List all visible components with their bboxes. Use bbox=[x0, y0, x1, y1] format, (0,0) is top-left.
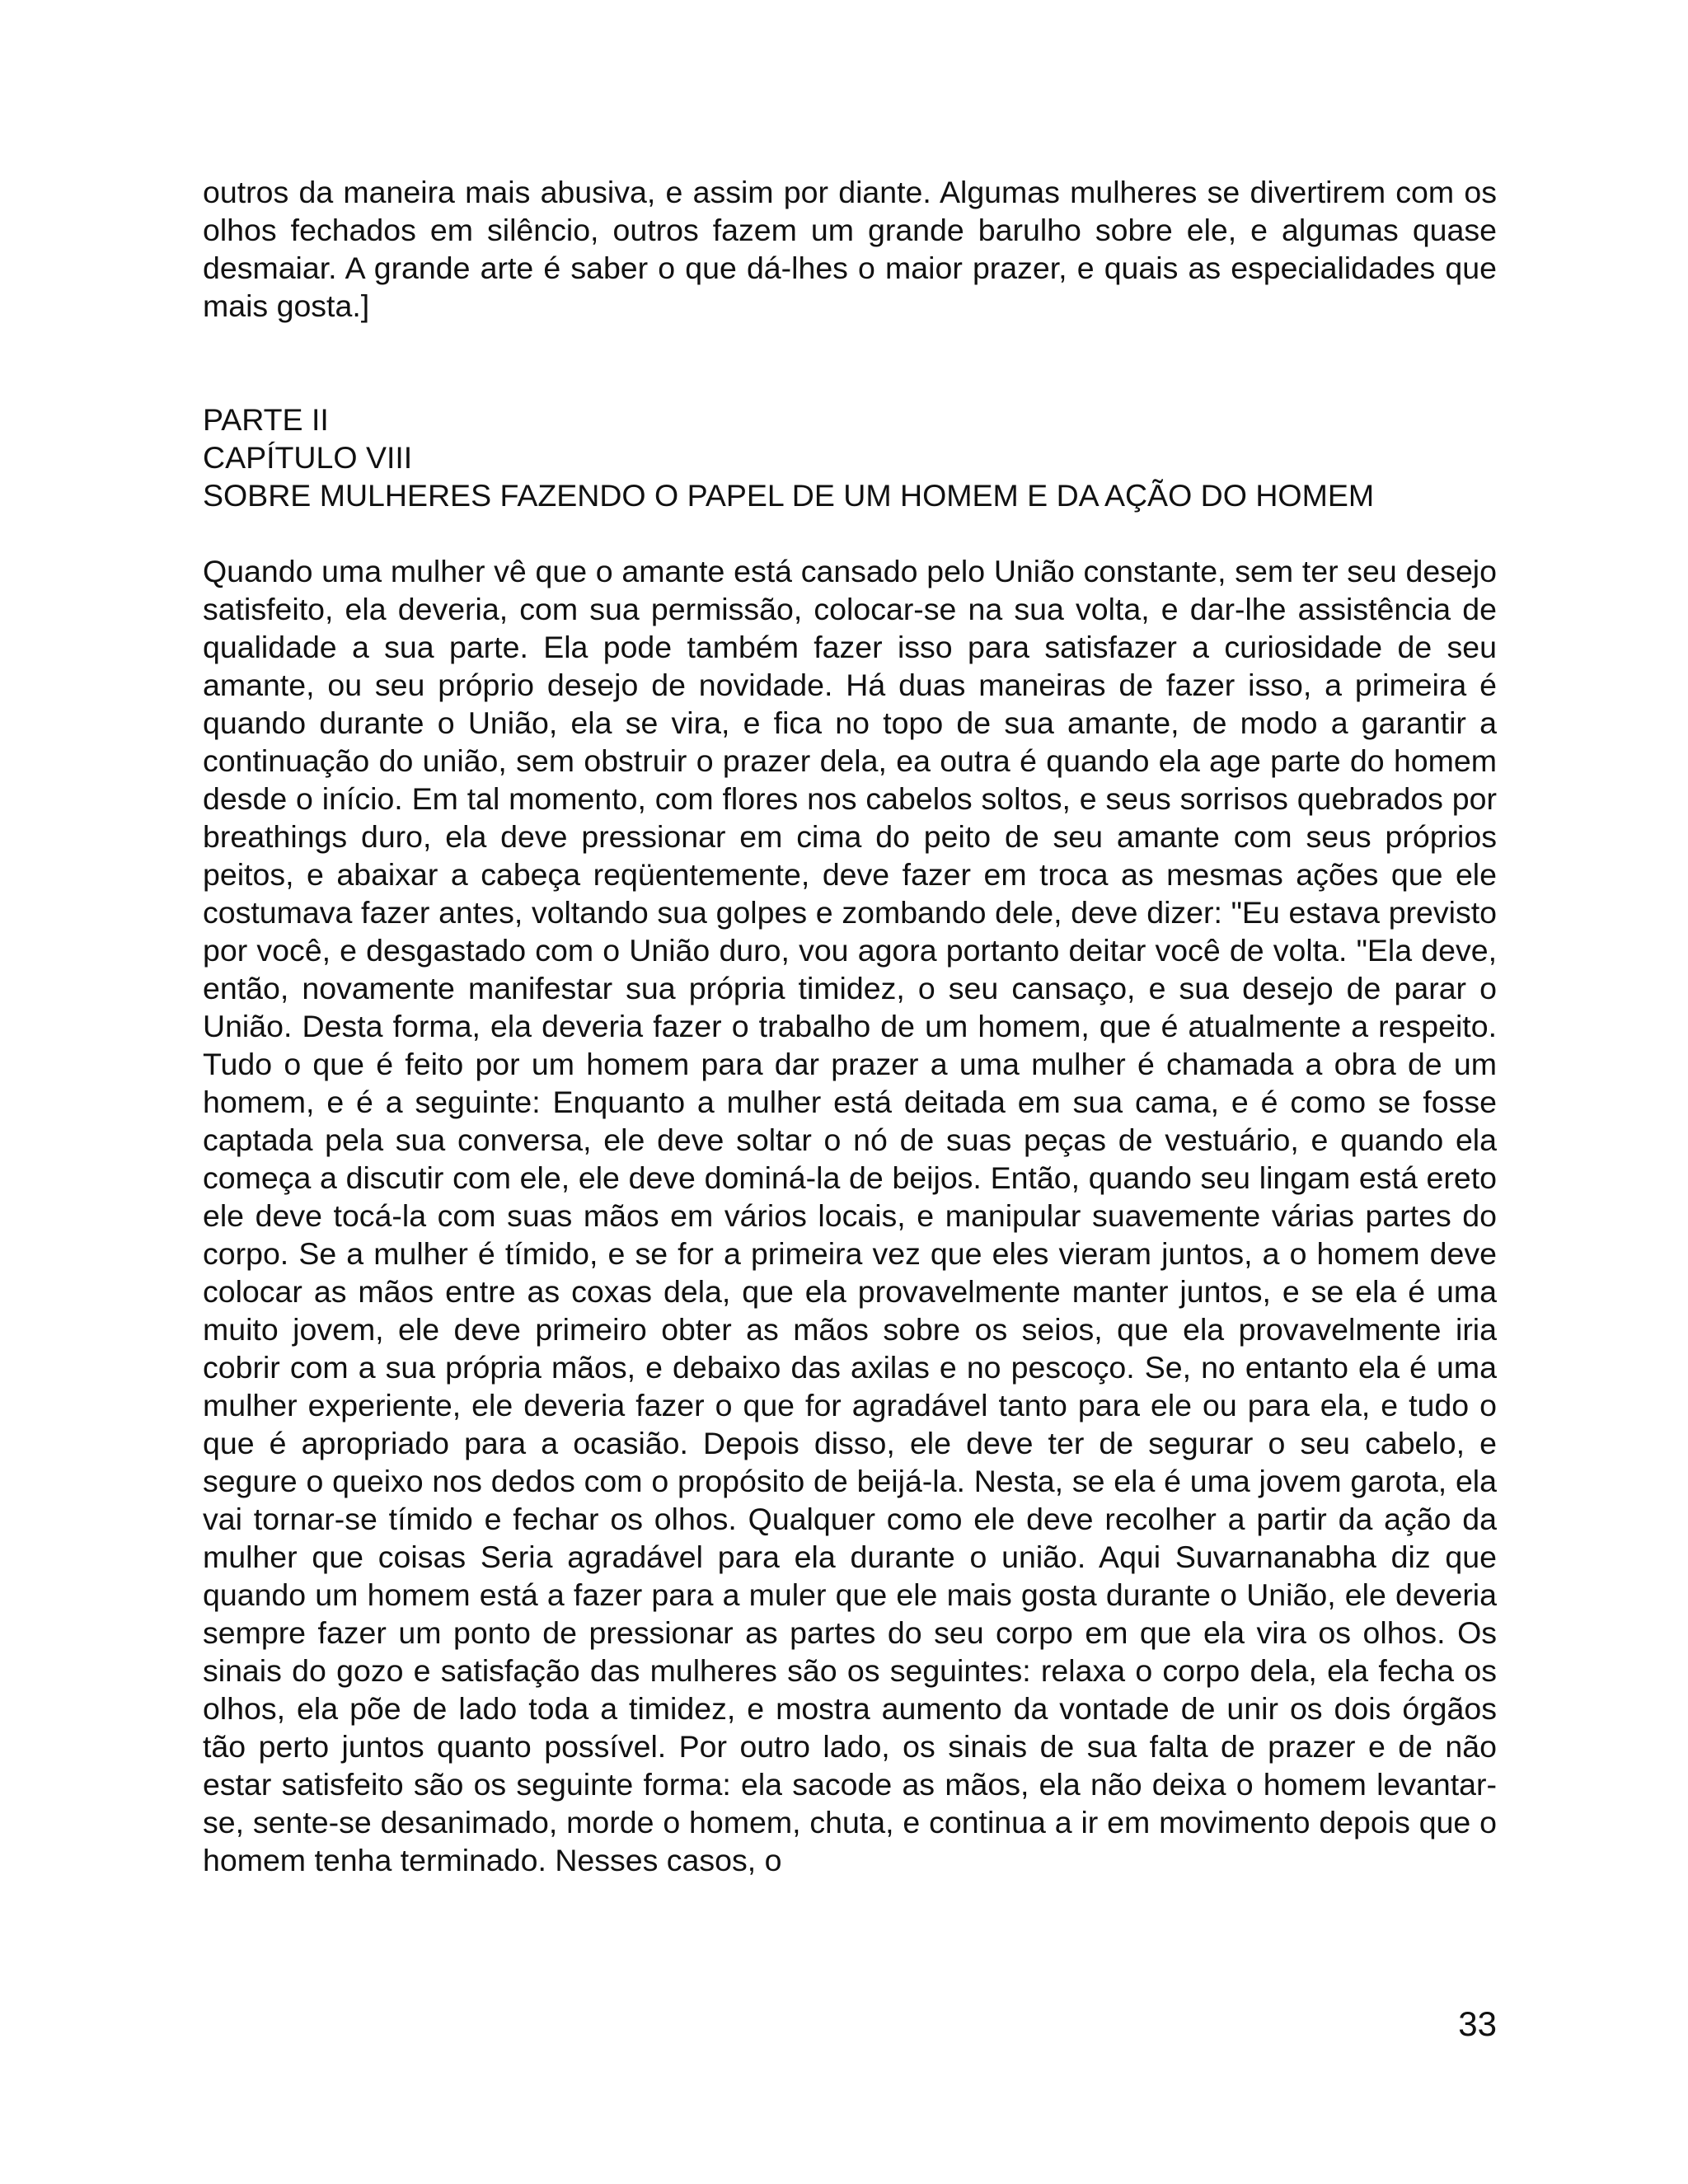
heading-spacer bbox=[203, 514, 1497, 552]
chapter-heading: CAPÍTULO VIII bbox=[203, 440, 413, 475]
section-spacer bbox=[203, 325, 1497, 401]
page-number: 33 bbox=[1458, 2004, 1497, 2043]
intro-paragraph: outros da maneira mais abusiva, e assim por diante. Algumas mulheres se divertirem com os olhos fechados em silêncio, outros fazem um grande barulho sobre ele, e algumas quase desmaiar. A grande arte é saber o que dá-lhes o maior prazer, e quais as especialidades que mais gosta.] bbox=[203, 175, 1497, 323]
chapter-title: SOBRE MULHERES FAZENDO O PAPEL DE UM HOMEM E DA AÇÃO DO HOMEM bbox=[203, 478, 1375, 513]
document-page bbox=[203, 173, 1497, 1879]
part-heading: PARTE II bbox=[203, 402, 329, 437]
body-paragraph: Quando uma mulher vê que o amante está cansado pelo União constante, sem ter seu desejo satisfeito, ela deveria, com sua permissão, colocar-se na sua volta, e dar-lhe assistência de qualidade a sua parte. Ela pode também fazer isso para satisfazer a curiosidade de seu amante, ou seu próprio desejo de novidade. Há duas maneiras de fazer isso, a primeira é quando durante o União, ela se vira, e fica no topo de sua amante, de modo a garantir a continuação do união, sem obstruir o prazer dela, ea outra é quando ela age parte do homem desde o início. Em tal momento, com flores nos cabelos soltos, e seus sorrisos quebrados por breathings duro, ela deve pressionar em cima do peito de seu amante com seus próprios peitos, e abaixar a cabeça reqüentemente, deve fazer em troca as mesmas ações que ele costumava fazer antes, voltando sua golpes e zombando dele, deve dizer: "Eu estava previsto por você, e desgastado com o União duro, vou agora portanto deitar você de volta. "Ela deve, então, novamente manifestar sua própria timidez, o seu cansaço, e sua desejo de parar o União. Desta forma, ela deveria fazer o trabalho de um homem, que é atualmente a respeito. Tudo o que é feito por um homem para dar prazer a uma mulher é chamada a obra de um homem, e é a seguinte: Enquanto a mulher está deitada em sua cama, e é como se fosse captada pela sua conversa, ele deve soltar o nó de suas peças de vestuário, e quando ela começa a discutir com ele, ele deve dominá-la de beijos. Então, quando seu lingam está ereto ele deve tocá-la com suas mãos em vários locais, e manipular suavemente várias partes do corpo. Se a mulher é tímido, e se for a primeira vez que eles vieram juntos, a o homem deve colocar as mãos entre as coxas dela, que ela provavelmente manter juntos, e se ela é uma muito jovem, ele deve primeiro obter as mãos sobre os seios, que ela provavelmente iria cobrir com a sua própria mãos, e debaixo das axilas e no pescoço. Se, no entanto ela é uma mulher experiente, ele deveria fazer o que for agradável tanto para ele ou para ela, e tudo o que é apropriado para a ocasião. Depois disso, ele deve ter de segurar o seu cabelo, e segure o queixo nos dedos com o propósito de beijá-la. Nesta, se ela é uma jovem garota, ela vai tornar-se tímido e fechar os olhos. Qualquer como ele deve recolher a partir da ação da mulher que coisas Seria agradável para ela durante o união. Aqui Suvarnanabha diz que quando um homem está a fazer para a muler que ele mais gosta durante o União, ele deveria sempre fazer um ponto de pressionar as partes do seu corpo em que ela vira os olhos. Os sinais do gozo e satisfação das mulheres são os seguintes: relaxa o corpo dela, ela fecha os olhos, ela põe de lado toda a timidez, e mostra aumento da vontade de unir os dois órgãos tão perto juntos quanto possível. Por outro lado, os sinais de sua falta de prazer e de não estar satisfeito são os seguinte forma: ela sacode as mãos, ela não deixa o homem levantar-se, sente-se desanimado, morde o homem, chuta, e continua a ir em movimento depois que o homem tenha terminado. Nesses casos, o bbox=[203, 554, 1497, 1877]
